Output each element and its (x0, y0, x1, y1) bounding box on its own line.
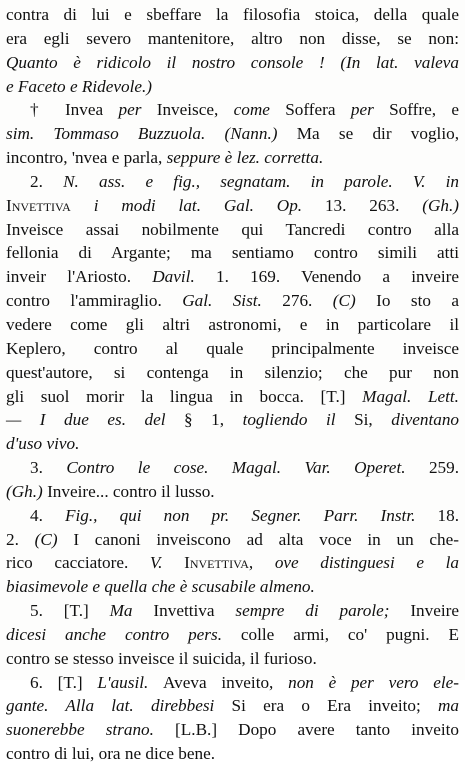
italic-run: diventano (391, 410, 460, 430)
text-line (0, 337, 465, 361)
text-line (0, 218, 465, 242)
text-run: [L.B.] Dopo avere tanto inveito (175, 720, 459, 740)
text-run: colle armi, co' pugni. E (240, 624, 459, 644)
text-line (0, 385, 465, 409)
text-run: inveir l'Ariosto. (6, 267, 153, 287)
text-run: 5. [T.] (30, 601, 110, 621)
italic-run: d'uso vivo. (6, 434, 80, 454)
text-line (0, 456, 465, 480)
text-run: Keplero, contro al quale principalmente inveisce (6, 338, 459, 358)
text-line (0, 75, 465, 99)
text-run: fellonia di Argante; ma sentiamo contro simili atti (6, 243, 459, 263)
italic-run: Quanto è ridicolo il nostro console ! (In lat. valeva (6, 52, 459, 72)
text-run: 2. (6, 529, 35, 549)
text-run: Inveisce, (156, 100, 234, 120)
italic-run: togliendo il (242, 410, 355, 430)
italic-run: Gal. Sist. (182, 291, 283, 311)
italic-run: per (350, 100, 390, 120)
italic-run: Contro le cose. Magal. Var. Operet. (66, 458, 429, 478)
text-line (0, 289, 465, 313)
italic-run: sempre di parole; (235, 601, 411, 621)
italic-run: (C) (34, 529, 74, 549)
text-run: Si, (354, 410, 392, 430)
text-run: 2. (30, 171, 64, 191)
text-line (0, 551, 465, 575)
italic-run: i modi lat. Gal. Op. (93, 195, 325, 215)
text-line (0, 51, 465, 75)
text-run: 4. (30, 505, 66, 525)
text-line (0, 623, 465, 647)
italic-run: gante. Alla lat. direbbesi (6, 696, 232, 716)
italic-run: Fig., qui non pr. Segner. Parr. Instr. (65, 505, 438, 525)
text-run: 259. (428, 458, 460, 478)
text-line (0, 504, 465, 528)
text-line (0, 599, 465, 623)
text-run: I canoni inveiscono ad alta voce in un che- (73, 529, 459, 549)
text-run: 6. [T.] (30, 672, 98, 692)
italic-run: (Gh.) (6, 481, 48, 501)
text-run: † Invea (30, 100, 119, 120)
italic-run: seppure è lez. corretta. (166, 148, 324, 168)
text-run: 1. 169. Venendo a inveire (215, 267, 459, 287)
italic-run: e Faceto e Ridevole.) (6, 76, 153, 96)
italic-run: dicesi anche contro pers. (6, 624, 241, 644)
text-run: 18. (437, 505, 460, 525)
text-line (0, 361, 465, 385)
text-run: contro se stesso inveisce il suicida, il furioso. (6, 648, 317, 668)
text-run: gli suol morir la lingua in bocca. [T.] (6, 386, 363, 406)
text-line (0, 408, 465, 432)
italic-run: biasimevole e quella che è scusabile almeno. (6, 577, 315, 597)
text-run: Io sto a (376, 291, 459, 311)
italic-run: per (118, 100, 157, 120)
italic-run: Magal. Lett. (362, 386, 459, 406)
italic-run: N. ass. e fig., segnatam. in parole. V. in (63, 171, 459, 191)
text-line (0, 718, 465, 742)
small-caps-run: Invettiva (6, 195, 94, 215)
text-line (0, 122, 465, 146)
text-run: incontro, 'nvea e parla, (6, 148, 167, 168)
text-line (0, 241, 465, 265)
italic-run: — I due es. del (6, 410, 185, 430)
text-line (0, 671, 465, 695)
text-line (0, 27, 465, 51)
text-run: Inveire (410, 601, 459, 621)
text-line (0, 98, 465, 122)
text-run: Aveva inveito, (163, 672, 289, 692)
text-run: Inveire... contro il lusso. (47, 481, 215, 501)
italic-run: ma (437, 696, 459, 716)
text-run: Inveisce assai nobilmente qui Tancredi contro alla (6, 219, 459, 239)
text-run: vedere come gli altri astronomi, e in particolare il (6, 314, 459, 334)
text-line (0, 528, 465, 552)
text-line (0, 146, 465, 170)
text-run: contro l'ammiraglio. (6, 291, 183, 311)
small-caps-run: Invettiva, (184, 553, 275, 573)
text-line (0, 313, 465, 337)
text-run: 276. (282, 291, 333, 311)
italic-run: V. (149, 553, 185, 573)
italic-run: come (233, 100, 286, 120)
italic-run: non è per vero ele- (288, 672, 459, 692)
text-line (0, 170, 465, 194)
text-line (0, 432, 465, 456)
text-run: 13. 263. (324, 195, 423, 215)
text-run: rico cacciatore. (6, 553, 150, 573)
text-run: Si era o Era inveito; (231, 696, 438, 716)
text-line (0, 742, 465, 766)
text-run: Invettiva (153, 601, 236, 621)
italic-run: (C) (332, 291, 377, 311)
text-line (0, 194, 465, 218)
text-run: 3. (30, 458, 67, 478)
text-run: § 1, (184, 410, 243, 430)
italic-run: L'ausil. (97, 672, 164, 692)
text-run: contra di lui e sbeffare la filosofia stoica, della quale (6, 5, 459, 24)
italic-run: (Gh.) (422, 195, 459, 215)
italic-run: Ma (109, 601, 154, 621)
text-run: quest'autore, si contenga in silenzio; che pur non (6, 362, 459, 382)
text-line (0, 694, 465, 718)
text-line (0, 265, 465, 289)
italic-run: ove distinguesi e la (274, 553, 459, 573)
text-line (0, 480, 465, 504)
text-run: contro di lui, ora ne dice bene. (6, 744, 216, 764)
text-line (0, 647, 465, 671)
italic-run: sim. Tommaso Buzzuola. (Nann.) (6, 124, 297, 144)
text-line (0, 3, 465, 27)
text-run: Ma se dir voglio, (296, 124, 460, 144)
text-run: Soffera (285, 100, 351, 120)
text-run: Soffre, e (389, 100, 459, 120)
text-run: era egli severo mantenitore, altro non disse, se non: (6, 28, 459, 48)
italic-run: suonerebbe strano. (6, 720, 176, 740)
text-line (0, 575, 465, 599)
italic-run: Davil. (152, 267, 216, 287)
